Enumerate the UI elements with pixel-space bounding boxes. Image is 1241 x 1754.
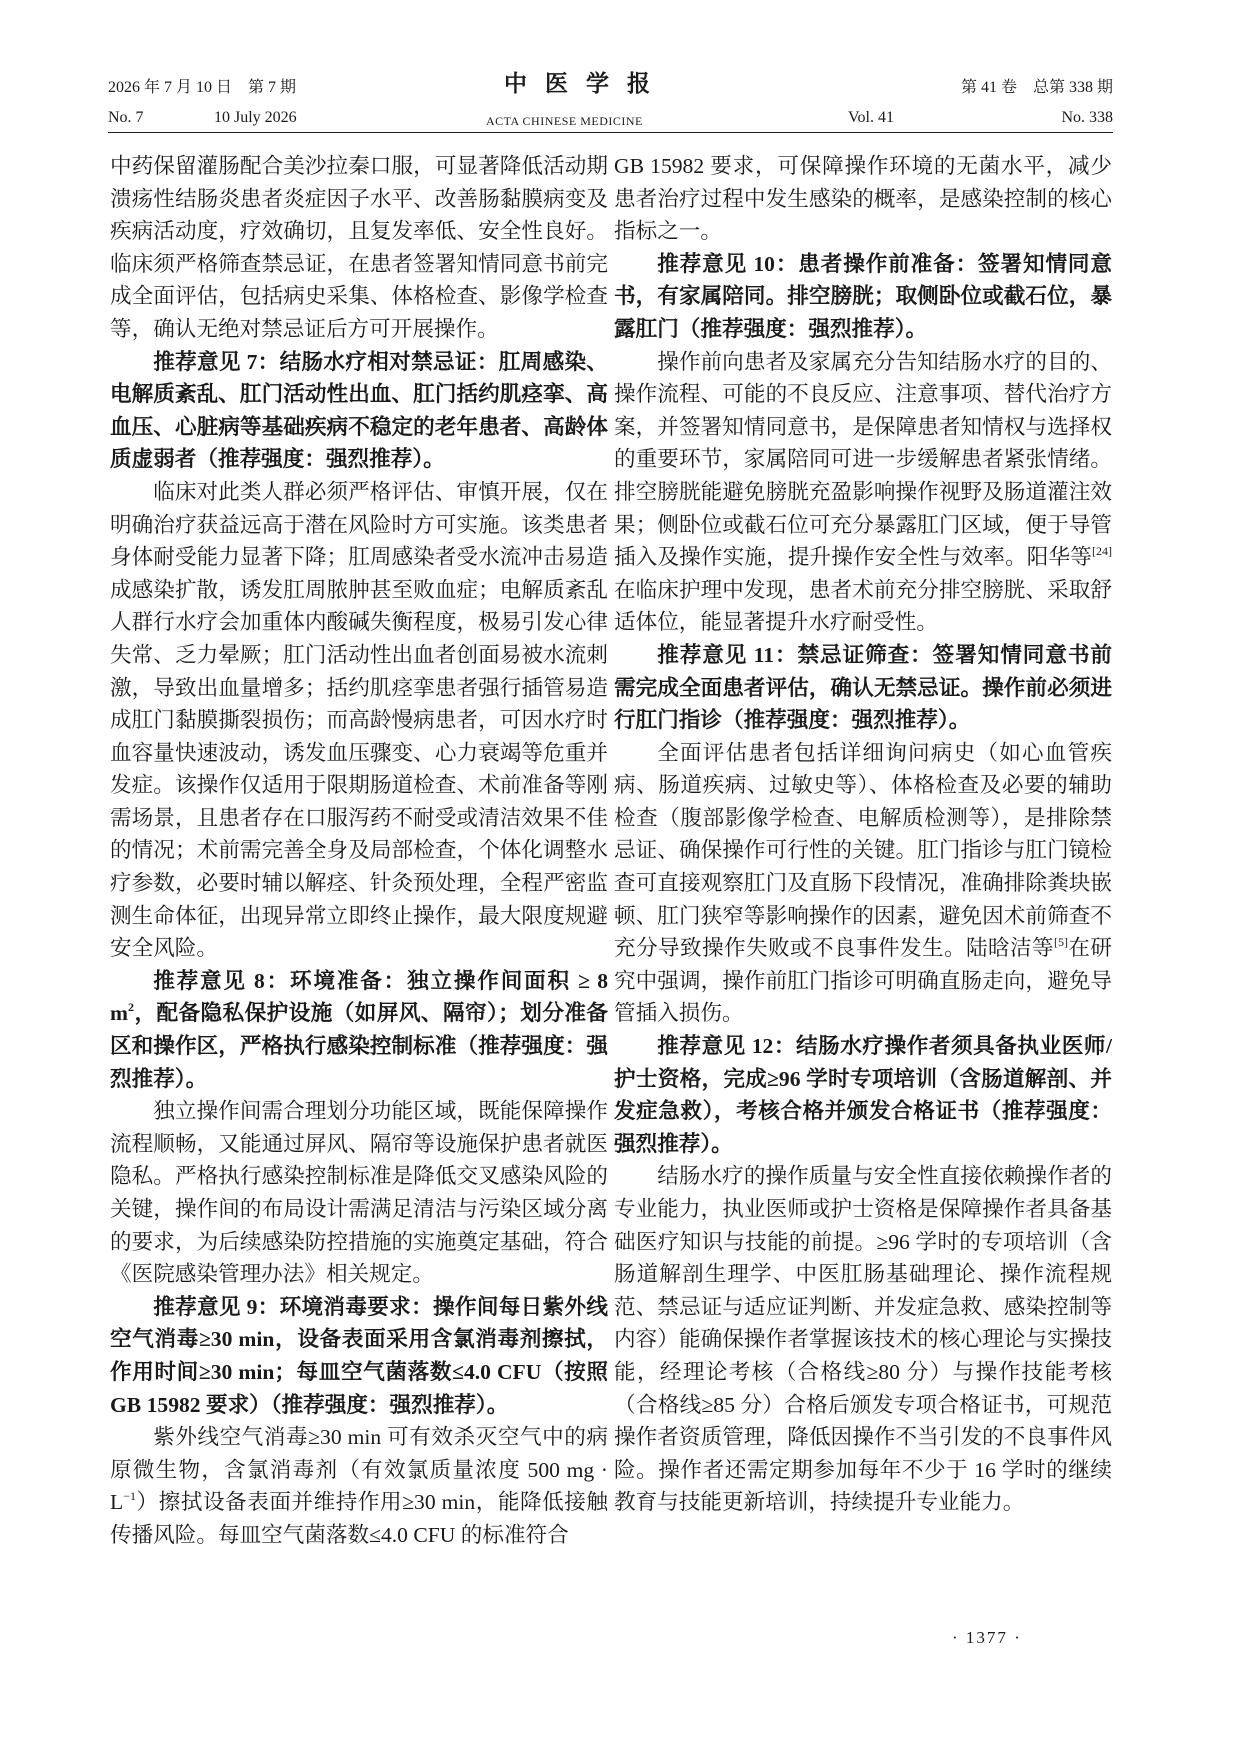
right-column	[614, 150, 1112, 1519]
volume-issue-cn: 第 41 卷 总第 338 期	[960, 79, 1113, 96]
paragraph	[614, 346, 1112, 639]
paragraph-text: 全面评估患者包括详细询问病史（如心血管疾病、肠道疾病、过敏史等）、体格检查及必要的辅助检查（腹部影像学检查、电解质检测等），是排除禁忌证、确保操作可行性的关键。肛门指诊与肛门镜检查可直接观察肛门及直肠下段情况，准确排除粪块嵌顿、肛门狭窄等影响操作的因素，避免因术前筛查不充分导致操作失败或不良事件发生。陆晗洁等	[614, 740, 1112, 961]
paragraph-text: 在临床护理中发现，患者术前充分排空膀胱、采取舒适体位，能显著提升水疗耐受性。	[614, 577, 1112, 635]
running-header	[108, 71, 1113, 138]
issue-date-en: 10 July 2026	[214, 109, 297, 126]
paragraph-text: 操作前向患者及家属充分告知结肠水疗的目的、操作流程、可能的不良反应、注意事项、替代治疗方案，并签署知情同意书，是保障患者知情权与选择权的重要环节，家属陪同可进一步缓解患者紧张情绪。排空膀胱能避免膀胱充盈影响操作视野及肠道灌注效果；侧卧位或截石位可充分暴露肛门区域，便于导管插入及操作实施，提升操作安全性与效率。阳华等	[614, 349, 1112, 570]
paragraph: 临床对此类人群必须严格评估、审慎开展，仅在明确治疗获益远高于潜在风险时方可实施。该类患者身体耐受能力显著下降；肛周感染者受水流冲击易造成感染扩散，诱发肛周脓肿甚至败血症；电解质紊乱人群行水疗会加重体内酸碱失衡程度，极易引发心律失常、乏力晕厥；肛门活动性出血者创面易被水流刺激，导致出血量增多；括约肌痉挛患者强行插管易造成肛门黏膜撕裂损伤；而高龄慢病患者，可因水疗时血容量快速波动，诱发血压骤变、心力衰竭等危重并发症。该操作仅适用于限期肠道检查、术前准备等刚需场景，且患者存在口服泻药不耐受或清洁效果不佳的情况；术前需完善全身及局部检查，个体化调整水疗参数，必要时辅以解痉、针灸预处理，全程严密监测生命体征，出现异常立即终止操作，最大限度规避安全风险。	[110, 479, 608, 961]
paragraph	[110, 1421, 608, 1551]
recommendation-8-text: 推荐意见 8：环境准备：独立操作间面积 ≥ 8 m	[110, 968, 608, 1026]
recommendation-11: 推荐意见 11：禁忌证筛查：签署知情同意书前需完成全面患者评估，确认无禁忌证。操作前必须进行肛门指诊（推荐强度：强烈推荐）。	[614, 642, 1112, 733]
superscript: 2	[128, 1000, 134, 1015]
paragraph-text: ）擦拭设备表面并维持作用≥30 min，能降低接触传播风险。每皿空气菌落数≤4.0 CFU 的标准符合	[110, 1490, 608, 1547]
recommendation-7: 推荐意见 7：结肠水疗相对禁忌证：肛周感染、电解质紊乱、肛门活动性出血、肛门括约肌痉挛、高血压、心脏病等基础疾病不稳定的老年患者、高龄体质虚弱者（推荐强度：强烈推荐）。	[110, 349, 608, 472]
page-number: · 1377 ·	[952, 1628, 1022, 1647]
journal-title-en: ACTA CHINESE MEDICINE	[486, 114, 643, 128]
citation-ref: [5]	[1053, 935, 1068, 950]
recommendation-8	[110, 965, 608, 1095]
recommendation-12: 推荐意见 12：结肠水疗操作者须具备执业医师/护士资格，完成≥96 学时专项培训（含肠道解剖、并发症急救），考核合格并颁发合格证书（推荐强度：强烈推荐）。	[614, 1034, 1112, 1156]
recommendation-10: 推荐意见 10：患者操作前准备：签署知情同意书，有家属陪同。排空膀胱；取侧卧位或截石位，暴露肛门（推荐强度：强烈推荐）。	[614, 251, 1112, 341]
journal-title-cn: 中医学报	[504, 71, 668, 96]
paragraph	[614, 737, 1112, 1030]
header-rule	[108, 132, 1113, 133]
citation-ref: [24]	[1092, 544, 1112, 559]
paragraph: 结肠水疗的操作质量与安全性直接依赖操作者的专业能力，执业医师或护士资格是保障操作者具备基础医疗知识与技能的前提。≥96 学时的专项培训（含肠道解剖生理学、中医肛肠基础理论、操作流程规范、禁忌证与适应证判断、并发症急救、感染控制等内容）能确保操作者掌握该技术的核心理论与实操技能，经理论考核（合格线≥80 分）与操作技能考核（合格线≥85 分）合格后颁发专项合格证书，可规范操作者资质管理，降低因操作不当引发的不良事件风险。操作者还需定期参加每年不少于 16 学时的继续教育与技能更新培训，持续提升专业能力。	[614, 1164, 1112, 1515]
paragraph-text: 紫外线空气消毒≥30 min 可有效杀灭空气中的病原微生物，含氯消毒剂（有效氯质量浓度 500 mg · L	[110, 1425, 608, 1515]
total-issue-en: No. 338	[1061, 109, 1113, 126]
paragraph: 独立操作间需合理划分功能区域，既能保障操作流程顺畅，又能通过屏风、隔帘等设施保护患者就医隐私。严格执行感染控制标准是降低交叉感染风险的关键，操作间的布局设计需满足清洁与污染区域分离的要求，为后续感染防控措施的实施奠定基础，符合《医院感染管理办法》相关规定。	[110, 1099, 608, 1287]
issue-number-en: No. 7	[108, 109, 144, 126]
recommendation-9: 推荐意见 9：环境消毒要求：操作间每日紫外线空气消毒≥30 min，设备表面采用含氯消毒剂擦拭，作用时间≥30 min；每皿空气菌落数≤4.0 CFU（按照 GB 15982 要求）（推荐强度：强烈推荐）。	[110, 1294, 608, 1417]
paragraph: 中药保留灌肠配合美沙拉秦口服，可显著降低活动期溃疡性结肠炎患者炎症因子水平、改善肠黏膜病变及疾病活动度，疗效确切，且复发率低、安全性良好。临床须严格筛查禁忌证，在患者签署知情同意书前完成全面评估，包括病史采集、体格检查、影像学检查等，确认无绝对禁忌证后方可开展操作。	[110, 154, 608, 341]
superscript: −1	[123, 1489, 136, 1504]
paragraph: GB 15982 要求，可保障操作环境的无菌水平，减少患者治疗过程中发生感染的概率，是感染控制的核心指标之一。	[614, 154, 1112, 244]
left-column	[110, 150, 608, 1552]
issue-date-cn: 2026 年 7 月 10 日 第 7 期	[108, 79, 297, 96]
recommendation-8-text: ，配备隐私保护设施（如屏风、隔帘）；划分准备区和操作区，严格执行感染控制标准（推荐强度：强烈推荐）。	[110, 1001, 608, 1091]
paragraph-text: 在研究中强调，操作前肛门指诊可明确直肠走向，避免导管插入损伤。	[614, 936, 1112, 1026]
volume-en: Vol. 41	[848, 109, 894, 126]
